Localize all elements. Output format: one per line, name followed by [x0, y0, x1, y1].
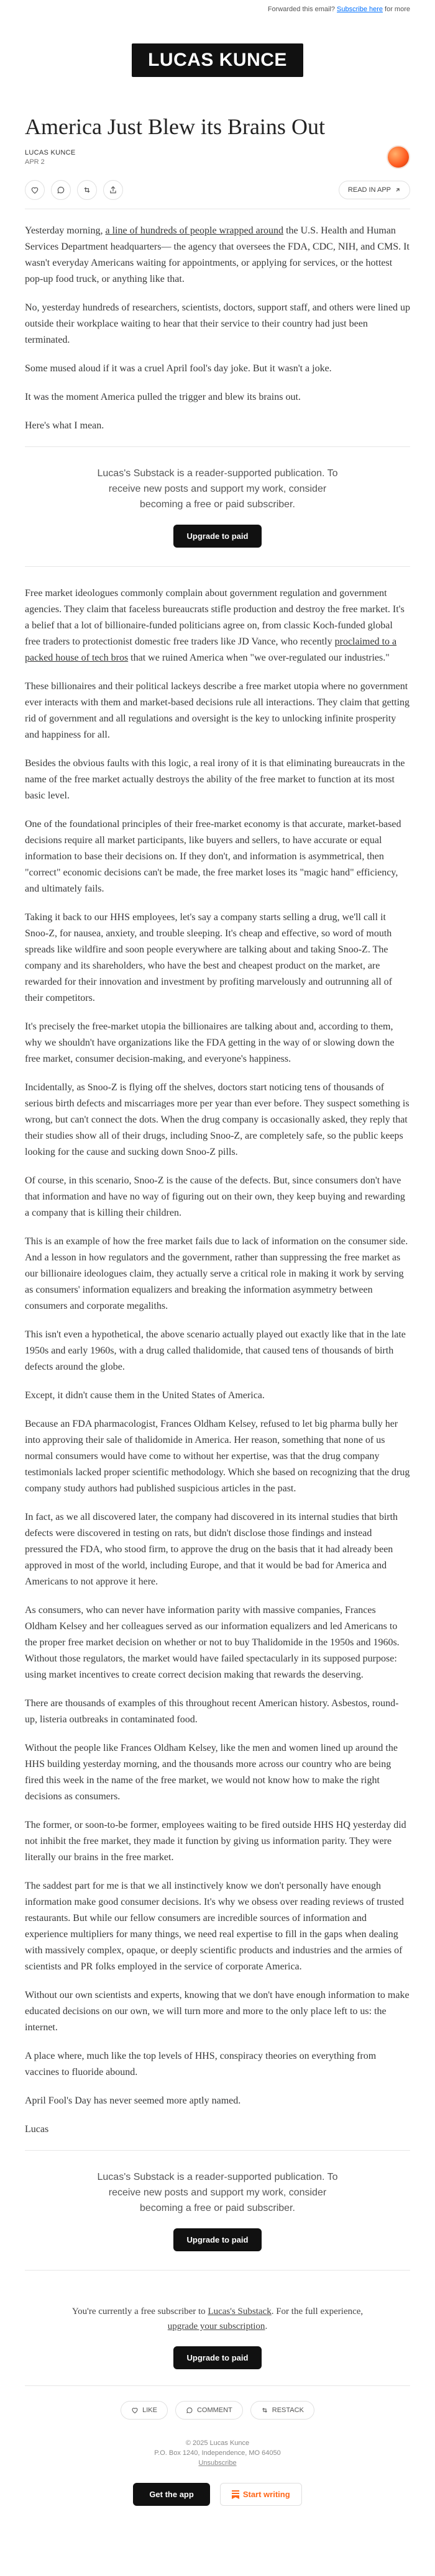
paragraph: The former, or soon-to-be former, employees waiting to be fired outside HHS HQ yesterday did not inhibit the free market, they made it function by giving us information parity. They were literally our brains in the free market.	[25, 1820, 406, 1863]
paragraph: There are thousands of examples of this throughout recent American history. Asbestos, round-up, listeria outbreaks in contaminated food.	[25, 1698, 399, 1725]
restack-pill-button[interactable]	[250, 2401, 314, 2420]
like-button[interactable]	[25, 180, 45, 200]
publication-link[interactable]: Lucas's Substack	[208, 2307, 272, 2316]
paragraph: This is an example of how the free market fails due to lack of information on the consumer side. And a lesson in how regulators and the government, rather than suppressing the free market as our billionaire ideologues claim, they actually serve a critical role in making it work by serving as consumers' information equalizers and breaking the information asymmetry between consumers and corporate megaliths.	[25, 1236, 408, 1311]
for-more-text: for more	[385, 6, 410, 13]
start-writing-button[interactable]	[220, 2483, 302, 2506]
post-title[interactable]: America Just Blew its Brains Out	[25, 114, 325, 139]
app-buttons	[25, 2483, 410, 2506]
paragraph: Without our own scientists and experts, knowing that we don't have enough information to make educated decisions on our own, we will turn more and more to the only place left to us: the internet.	[25, 1990, 410, 2033]
subscribe-widget	[25, 446, 410, 567]
paragraph: These billionaires and their political lackeys describe a free market utopia where no government ever interacts with them and market-based decisions rule all interactions. They claim that getting rid of government and all regulations and oversight is the key to unlocking infinite prosperity and happiness for all.	[25, 681, 410, 740]
upgrade-to-paid-button[interactable]: Upgrade to paid	[173, 2228, 262, 2251]
paragraph: Besides the obvious faults with this logic, a real irony of it is that eliminating bureaucrats in the name of the free market actually destroys the ability of the free market to function at its most basic level.	[25, 758, 405, 801]
paragraph: Some mused aloud if it was a cruel April fool's day joke. But it wasn't a joke.	[25, 363, 332, 374]
paragraph: One of the foundational principles of their free-market economy is that accurate, market-based decisions require all market participants, like buyers and sellers, to have accurate or equal information to base their decisions on. If they don't, and information is asymmetrical, then "correct" economic decisions can't be made, the free market loses its "magic hand" efficiency, and ultimately fails.	[25, 819, 401, 894]
subscribe-text: Lucas's Substack is a reader-supported publication. To receive new posts and support my work, consider becoming a free or paid subscriber.	[97, 2172, 338, 2213]
subscribe-here-link[interactable]: Subscribe here	[337, 6, 383, 13]
engagement-bar	[25, 2385, 410, 2420]
copyright: © 2025 Lucas Kunce	[185, 2439, 250, 2447]
paragraph: A place where, much like the top levels of HHS, conspiracy theories on everything from vaccines to fluoride abound.	[25, 2051, 377, 2077]
restack-label: RESTACK	[272, 2407, 304, 2414]
restack-button[interactable]	[77, 180, 97, 200]
subscribe-widget-bottom	[25, 2150, 410, 2271]
free-subscriber-text: You're currently a free subscriber to Lucas's Substack. For the full experience, upgrade your subscription.	[71, 2307, 364, 2331]
heart-icon	[131, 2407, 139, 2414]
paragraph: Taking it back to our HHS employees, let's say a company starts selling a drug, we'll call it Snoo-Z, for nausea, anxiety, and trouble sleeping. It's cheap and effective, so word of mouth spreads like wildfire and soon people everywhere are talking about and taking Snoo-Z. The company and its shareholders, who have the best and cheapest product on the market, are rewarded for their innovation and investment by profiting marvelously and outrunning all of their competitors.	[25, 912, 392, 1003]
address: P.O. Box 1240, Independence, MO 64050	[154, 2449, 281, 2457]
paragraph: Because an FDA pharmacologist, Frances Oldham Kelsey, refused to let big pharma bully her into approving their sale of thalidomide in America. Her reason, something that none of us normal consumers would have come to without her expertise, was that the drug company testimonials lacked proper scientific methodology. Which she based on recognizing that the drug company study authors had published suspicious articles in the past.	[25, 1419, 410, 1494]
publication-logo[interactable]: LUCAS KUNCE	[132, 43, 303, 77]
paragraph: Except, it didn't cause them in the United States of America.	[25, 1390, 265, 1401]
read-in-app-label: READ IN APP	[347, 186, 391, 194]
inline-link[interactable]: a line of hundreds of people wrapped around	[105, 225, 284, 236]
share-button[interactable]	[103, 180, 123, 200]
forwarded-bar	[0, 0, 435, 19]
subscribe-text: Lucas's Substack is a reader-supported publication. To receive new posts and support my work, consider becoming a free or paid subscriber.	[97, 468, 338, 510]
paragraph: Here's what I mean.	[25, 420, 104, 431]
post-actions	[25, 180, 410, 209]
arrow-up-right-icon	[395, 187, 401, 193]
paragraph: April Fool's Day has never seemed more aptly named.	[25, 2095, 241, 2106]
upgrade-to-paid-button[interactable]: Upgrade to paid	[173, 2346, 262, 2369]
comment-icon	[186, 2407, 193, 2414]
inline-link[interactable]: proclaimed to a packed house of tech bros	[25, 636, 397, 663]
paragraph: As consumers, who can never have information parity with massive companies, Frances Oldham Kelsey and her colleagues served as our information equalizers and led Americans to the proper free market decision on whether or not to buy Thalidomide in the 1950s and 1960s. Without those regulators, the market would have failed spectacularly in its supposed purpose: using market incentives to create correct decision making that rewards the deserving.	[25, 1605, 400, 1680]
footer	[25, 2438, 410, 2468]
comment-button[interactable]	[51, 180, 71, 200]
paragraph: It was the moment America pulled the trigger and blew its brains out.	[25, 392, 301, 402]
like-label: LIKE	[142, 2407, 157, 2414]
paragraph: The saddest part for me is that we all instinctively know we don't personally have enough information make good consumer decisions. It's why we obsess over reading reviews of trusted restaurants. But while our fellow consumers are incredible sources of information and experience multipliers for many things, we need real expertise to fill in the gaps when dealing with massively complex, opaque, or deeply scientific products and industries and the armies of scientists and PR folks employed in the service of corporate America.	[25, 1881, 404, 1972]
post-body	[25, 223, 410, 2271]
share-icon	[109, 186, 117, 194]
paragraph: It's precisely the free-market utopia the billionaires are talking about and, according to them, why we shouldn't have organizations like the FDA getting in the way of or slowing down the free market, consumer decision-making, and everyone's happiness.	[25, 1021, 395, 1064]
free-subscriber-cta	[25, 2289, 410, 2523]
paragraph: No, yesterday hundreds of researchers, scientists, doctors, support staff, and others were lined up outside their workplace waiting to hear that their service to their country had just been terminated.	[25, 302, 410, 345]
substack-icon	[232, 2490, 239, 2499]
paragraph: Yesterday morning, a line of hundreds of people wrapped around the U.S. Health and Human Services Department headquarters— the agency that oversees the FDA, CDC, NIH, and CMS. It wasn't everyday Americans waiting for appointments, or applying for services, or the hottest pop-up food truck, or anything like that.	[25, 225, 410, 284]
author-avatar[interactable]	[387, 145, 410, 169]
restack-icon	[83, 186, 91, 194]
heart-icon	[30, 186, 39, 194]
restack-icon	[261, 2407, 268, 2414]
read-in-app-button[interactable]	[339, 181, 410, 199]
comment-icon	[57, 186, 65, 194]
signature: Lucas	[25, 2124, 49, 2135]
unsubscribe-link[interactable]: Unsubscribe	[198, 2459, 237, 2467]
paragraph: Free market ideologues commonly complain about government regulation and government agencies. They claim that faceless bureaucrats stifle production and destroy the free market. It's a belief that a lot of billionaire-funded politicians agree on, from classic Koch-funded global free traders to protectionist domestic free traders like JD Vance, who recently proclaimed to a packed house of tech bros that we ruined America when "we over-regulated our industries."	[25, 588, 405, 663]
paragraph: In fact, as we all discovered later, the company had discovered in its internal studies that birth defects were discovered in testing on rats, but didn't disclose those findings and instead pressured the FDA, who stood firm, to approve the drug on the basis that it had already been approved in most of the world, including Europe, and that it would be bad for America and Americans to not approve it here.	[25, 1512, 398, 1587]
paragraph: Incidentally, as Snoo-Z is flying off the shelves, doctors start noticing tens of thousands of serious birth defects and miscarriages more per year than ever before. They suspect something is wrong, but can't connect the dots. When the drug company is occasionally asked, they reply that their studies show all of their drugs, including Snoo-Z, are completely safe, so the public keeps looking for the cause and sucking down Snoo-Z pills.	[25, 1082, 410, 1157]
start-writing-label: Start writing	[242, 2490, 290, 2499]
like-pill-button[interactable]	[121, 2401, 168, 2420]
post-date: APR 2	[25, 158, 45, 166]
forwarded-text: Forwarded this email?	[267, 6, 336, 13]
byline	[25, 145, 410, 169]
comment-label: COMMENT	[196, 2407, 232, 2414]
upgrade-subscription-link[interactable]: upgrade your subscription	[167, 2321, 265, 2331]
author-name[interactable]: LUCAS KUNCE	[25, 148, 76, 156]
paragraph: Without the people like Frances Oldham Kelsey, like the men and women lined up around the HHS building yesterday morning, and the thousands more across our country who are being fired this week in the name of the free market, we would not know how to make the right decisions as consumers.	[25, 1743, 398, 1802]
comment-pill-button[interactable]	[175, 2401, 243, 2420]
get-the-app-button[interactable]: Get the app	[133, 2483, 210, 2506]
paragraph: This isn't even a hypothetical, the above scenario actually played out exactly like that in the late 1950s and early 1960s, with a drug called thalidomide, that caused tens of thousands of birth defects around the globe.	[25, 1329, 406, 1372]
paragraph: Of course, in this scenario, Snoo-Z is the cause of the defects. But, since consumers don't have that information and have no way of figuring out on their own, they keep buying and rewarding a company that is killing their children.	[25, 1175, 405, 1218]
upgrade-to-paid-button[interactable]: Upgrade to paid	[173, 525, 262, 548]
